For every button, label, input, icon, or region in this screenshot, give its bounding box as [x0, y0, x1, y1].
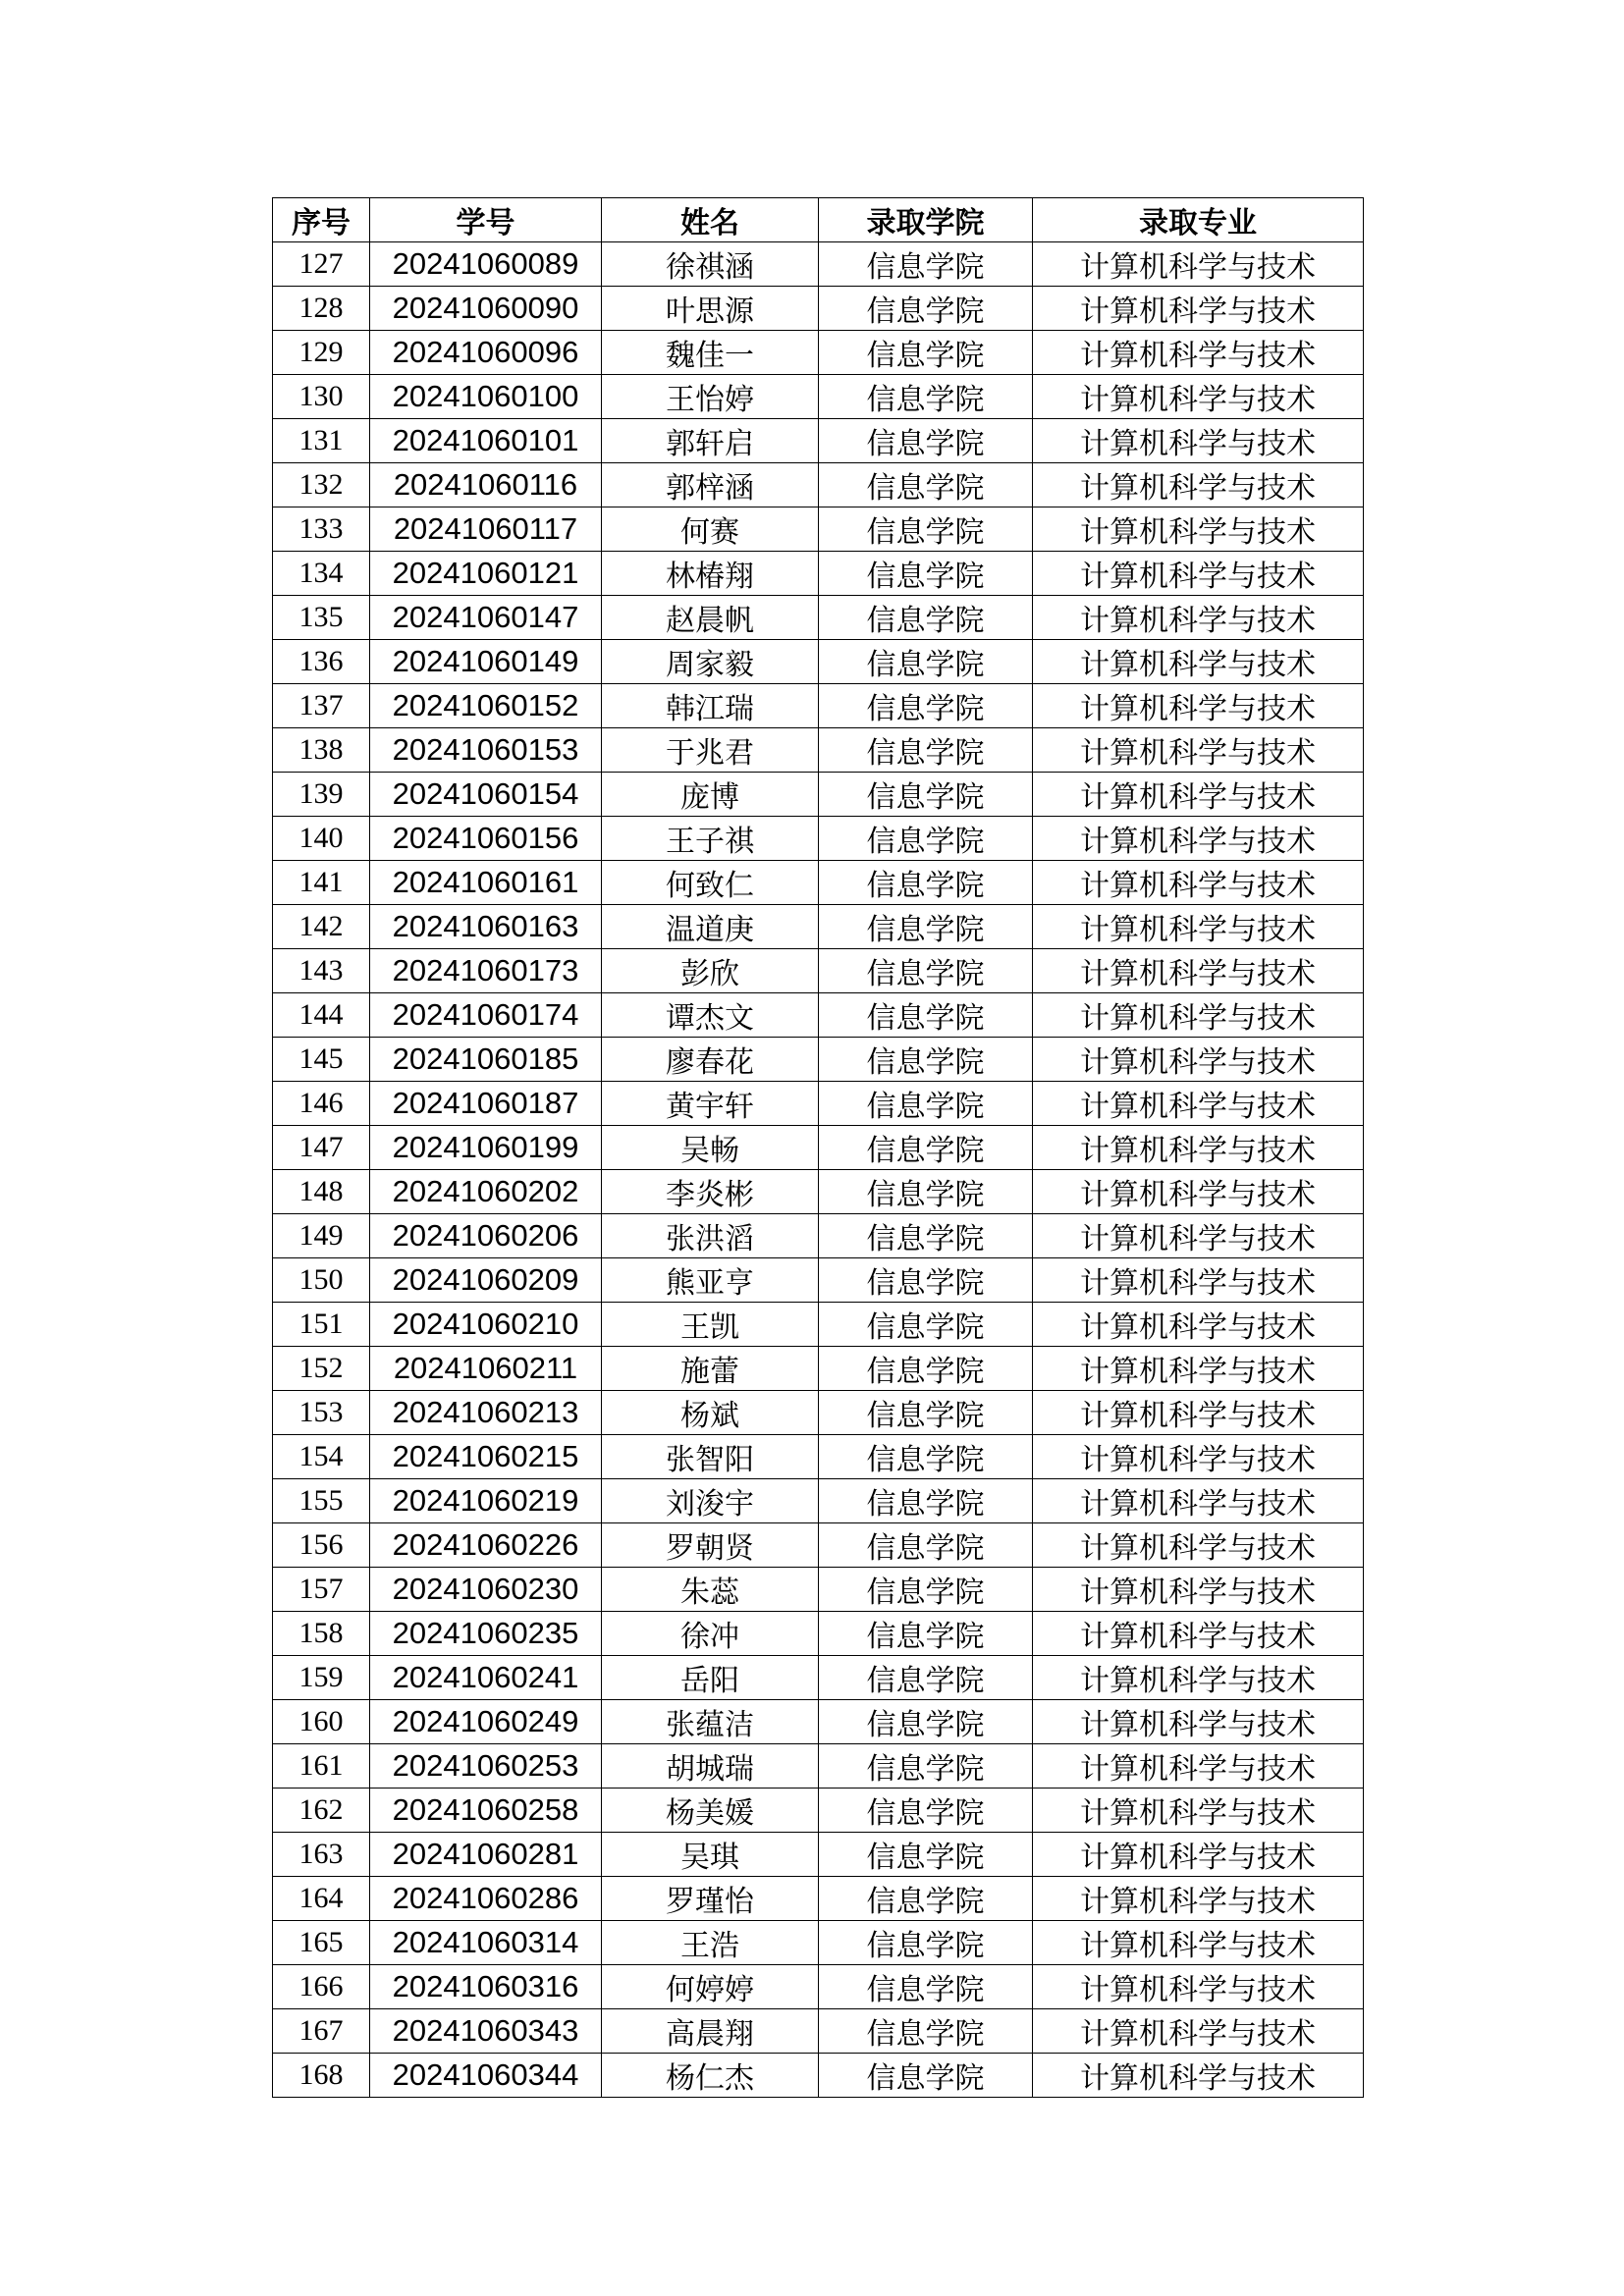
cell-major: 计算机科学与技术: [1033, 1479, 1364, 1523]
cell-college: 信息学院: [819, 1700, 1033, 1744]
cell-college: 信息学院: [819, 1214, 1033, 1258]
cell-major: 计算机科学与技术: [1033, 1170, 1364, 1214]
cell-college: 信息学院: [819, 640, 1033, 684]
cell-name: 朱蕊: [602, 1568, 819, 1612]
cell-college: 信息学院: [819, 1479, 1033, 1523]
cell-student-id: 20241060281: [370, 1833, 602, 1877]
cell-name: 庞博: [602, 773, 819, 817]
cell-seq: 156: [273, 1523, 370, 1568]
cell-name: 吴琪: [602, 1833, 819, 1877]
cell-college: 信息学院: [819, 375, 1033, 419]
cell-name: 廖春花: [602, 1038, 819, 1082]
table-header: [273, 198, 1364, 242]
table-row: [273, 817, 1364, 861]
cell-seq: 141: [273, 861, 370, 905]
cell-name: 彭欣: [602, 949, 819, 993]
cell-name: 郭梓涵: [602, 463, 819, 507]
cell-seq: 152: [273, 1347, 370, 1391]
cell-seq: 163: [273, 1833, 370, 1877]
cell-student-id: 20241060241: [370, 1656, 602, 1700]
cell-college: 信息学院: [819, 1612, 1033, 1656]
cell-seq: 165: [273, 1921, 370, 1965]
cell-name: 张洪滔: [602, 1214, 819, 1258]
table-row: [273, 1921, 1364, 1965]
cell-college: 信息学院: [819, 1744, 1033, 1789]
cell-college: 信息学院: [819, 1170, 1033, 1214]
cell-student-id: 20241060202: [370, 1170, 602, 1214]
cell-major: 计算机科学与技术: [1033, 993, 1364, 1038]
cell-name: 罗朝贤: [602, 1523, 819, 1568]
cell-college: 信息学院: [819, 463, 1033, 507]
cell-college: 信息学院: [819, 1303, 1033, 1347]
table-row: [273, 1877, 1364, 1921]
cell-student-id: 20241060173: [370, 949, 602, 993]
cell-college: 信息学院: [819, 287, 1033, 331]
cell-student-id: 20241060163: [370, 905, 602, 949]
cell-name: 王子祺: [602, 817, 819, 861]
cell-student-id: 20241060316: [370, 1965, 602, 2009]
cell-seq: 129: [273, 331, 370, 375]
cell-student-id: 20241060090: [370, 287, 602, 331]
cell-major: 计算机科学与技术: [1033, 1877, 1364, 1921]
cell-student-id: 20241060116: [370, 463, 602, 507]
table-row: [273, 596, 1364, 640]
cell-student-id: 20241060210: [370, 1303, 602, 1347]
cell-college: 信息学院: [819, 905, 1033, 949]
cell-name: 周家毅: [602, 640, 819, 684]
table-row: [273, 773, 1364, 817]
cell-major: 计算机科学与技术: [1033, 905, 1364, 949]
cell-student-id: 20241060161: [370, 861, 602, 905]
cell-student-id: 20241060343: [370, 2009, 602, 2054]
cell-seq: 151: [273, 1303, 370, 1347]
cell-student-id: 20241060101: [370, 419, 602, 463]
table-row: [273, 949, 1364, 993]
cell-name: 王怡婷: [602, 375, 819, 419]
cell-student-id: 20241060219: [370, 1479, 602, 1523]
cell-college: 信息学院: [819, 1833, 1033, 1877]
cell-seq: 157: [273, 1568, 370, 1612]
cell-college: 信息学院: [819, 773, 1033, 817]
table-row: [273, 1391, 1364, 1435]
cell-college: 信息学院: [819, 2054, 1033, 2098]
cell-student-id: 20241060096: [370, 331, 602, 375]
cell-major: 计算机科学与技术: [1033, 949, 1364, 993]
cell-college: 信息学院: [819, 507, 1033, 552]
cell-seq: 131: [273, 419, 370, 463]
cell-name: 王浩: [602, 1921, 819, 1965]
cell-major: 计算机科学与技术: [1033, 1391, 1364, 1435]
table-row: [273, 1435, 1364, 1479]
cell-major: 计算机科学与技术: [1033, 552, 1364, 596]
cell-major: 计算机科学与技术: [1033, 287, 1364, 331]
cell-student-id: 20241060154: [370, 773, 602, 817]
cell-seq: 145: [273, 1038, 370, 1082]
cell-major: 计算机科学与技术: [1033, 1656, 1364, 1700]
cell-college: 信息学院: [819, 596, 1033, 640]
cell-college: 信息学院: [819, 1921, 1033, 1965]
cell-major: 计算机科学与技术: [1033, 861, 1364, 905]
table-row: [273, 1214, 1364, 1258]
cell-student-id: 20241060286: [370, 1877, 602, 1921]
cell-major: 计算机科学与技术: [1033, 331, 1364, 375]
table-row: [273, 861, 1364, 905]
cell-name: 韩江瑞: [602, 684, 819, 728]
cell-student-id: 20241060174: [370, 993, 602, 1038]
cell-college: 信息学院: [819, 1258, 1033, 1303]
table-row: [273, 463, 1364, 507]
cell-seq: 153: [273, 1391, 370, 1435]
cell-name: 郭轩启: [602, 419, 819, 463]
cell-seq: 134: [273, 552, 370, 596]
cell-student-id: 20241060185: [370, 1038, 602, 1082]
cell-seq: 144: [273, 993, 370, 1038]
cell-college: 信息学院: [819, 242, 1033, 287]
cell-seq: 138: [273, 728, 370, 773]
cell-major: 计算机科学与技术: [1033, 1038, 1364, 1082]
cell-seq: 166: [273, 1965, 370, 2009]
cell-name: 李炎彬: [602, 1170, 819, 1214]
cell-name: 施蕾: [602, 1347, 819, 1391]
table-row: [273, 1656, 1364, 1700]
cell-name: 赵晨帆: [602, 596, 819, 640]
cell-name: 岳阳: [602, 1656, 819, 1700]
cell-college: 信息学院: [819, 817, 1033, 861]
cell-major: 计算机科学与技术: [1033, 463, 1364, 507]
cell-college: 信息学院: [819, 684, 1033, 728]
cell-seq: 142: [273, 905, 370, 949]
cell-name: 王凯: [602, 1303, 819, 1347]
cell-seq: 162: [273, 1789, 370, 1833]
cell-name: 何赛: [602, 507, 819, 552]
cell-college: 信息学院: [819, 2009, 1033, 2054]
cell-major: 计算机科学与技术: [1033, 773, 1364, 817]
table-row: [273, 1700, 1364, 1744]
cell-student-id: 20241060209: [370, 1258, 602, 1303]
cell-seq: 155: [273, 1479, 370, 1523]
cell-college: 信息学院: [819, 1877, 1033, 1921]
cell-major: 计算机科学与技术: [1033, 596, 1364, 640]
cell-student-id: 20241060187: [370, 1082, 602, 1126]
cell-student-id: 20241060253: [370, 1744, 602, 1789]
cell-student-id: 20241060206: [370, 1214, 602, 1258]
table-row: [273, 640, 1364, 684]
cell-name: 徐祺涵: [602, 242, 819, 287]
table-row: [273, 375, 1364, 419]
table-row: [273, 1258, 1364, 1303]
cell-seq: 136: [273, 640, 370, 684]
cell-college: 信息学院: [819, 1347, 1033, 1391]
cell-college: 信息学院: [819, 1038, 1033, 1082]
table-row: [273, 1126, 1364, 1170]
table-row: [273, 684, 1364, 728]
cell-student-id: 20241060314: [370, 1921, 602, 1965]
table-row: [273, 1038, 1364, 1082]
table-row: [273, 1170, 1364, 1214]
table-row: [273, 728, 1364, 773]
cell-name: 杨斌: [602, 1391, 819, 1435]
cell-name: 张智阳: [602, 1435, 819, 1479]
cell-name: 徐冲: [602, 1612, 819, 1656]
cell-seq: 164: [273, 1877, 370, 1921]
cell-name: 于兆君: [602, 728, 819, 773]
cell-student-id: 20241060215: [370, 1435, 602, 1479]
cell-name: 高晨翔: [602, 2009, 819, 2054]
cell-seq: 127: [273, 242, 370, 287]
cell-major: 计算机科学与技术: [1033, 684, 1364, 728]
cell-name: 魏佳一: [602, 331, 819, 375]
table-row: [273, 242, 1364, 287]
table-row: [273, 1303, 1364, 1347]
cell-seq: 140: [273, 817, 370, 861]
cell-name: 罗瑾怡: [602, 1877, 819, 1921]
cell-student-id: 20241060211: [370, 1347, 602, 1391]
cell-college: 信息学院: [819, 1391, 1033, 1435]
admission-table: [272, 197, 1364, 2098]
cell-college: 信息学院: [819, 1965, 1033, 2009]
cell-college: 信息学院: [819, 993, 1033, 1038]
cell-major: 计算机科学与技术: [1033, 1303, 1364, 1347]
table-row: [273, 1479, 1364, 1523]
cell-student-id: 20241060230: [370, 1568, 602, 1612]
table-row: [273, 993, 1364, 1038]
cell-major: 计算机科学与技术: [1033, 242, 1364, 287]
header-name: 姓名: [602, 198, 819, 242]
cell-major: 计算机科学与技术: [1033, 1214, 1364, 1258]
table-row: [273, 1082, 1364, 1126]
cell-major: 计算机科学与技术: [1033, 1347, 1364, 1391]
cell-college: 信息学院: [819, 1789, 1033, 1833]
cell-seq: 158: [273, 1612, 370, 1656]
cell-college: 信息学院: [819, 1082, 1033, 1126]
cell-major: 计算机科学与技术: [1033, 1744, 1364, 1789]
cell-major: 计算机科学与技术: [1033, 1833, 1364, 1877]
cell-seq: 133: [273, 507, 370, 552]
cell-name: 熊亚亨: [602, 1258, 819, 1303]
cell-major: 计算机科学与技术: [1033, 507, 1364, 552]
cell-college: 信息学院: [819, 728, 1033, 773]
cell-name: 杨美媛: [602, 1789, 819, 1833]
cell-seq: 130: [273, 375, 370, 419]
cell-student-id: 20241060344: [370, 2054, 602, 2098]
cell-seq: 143: [273, 949, 370, 993]
cell-college: 信息学院: [819, 331, 1033, 375]
cell-seq: 147: [273, 1126, 370, 1170]
cell-major: 计算机科学与技术: [1033, 1789, 1364, 1833]
cell-major: 计算机科学与技术: [1033, 728, 1364, 773]
cell-seq: 161: [273, 1744, 370, 1789]
cell-major: 计算机科学与技术: [1033, 1435, 1364, 1479]
cell-major: 计算机科学与技术: [1033, 1523, 1364, 1568]
cell-major: 计算机科学与技术: [1033, 375, 1364, 419]
cell-name: 杨仁杰: [602, 2054, 819, 2098]
cell-seq: 168: [273, 2054, 370, 2098]
cell-student-id: 20241060147: [370, 596, 602, 640]
cell-name: 胡城瑞: [602, 1744, 819, 1789]
cell-student-id: 20241060249: [370, 1700, 602, 1744]
cell-name: 林椿翔: [602, 552, 819, 596]
table-row: [273, 1568, 1364, 1612]
cell-student-id: 20241060089: [370, 242, 602, 287]
table-row: [273, 1523, 1364, 1568]
cell-major: 计算机科学与技术: [1033, 1258, 1364, 1303]
cell-college: 信息学院: [819, 1656, 1033, 1700]
cell-seq: 132: [273, 463, 370, 507]
cell-name: 温道庚: [602, 905, 819, 949]
cell-seq: 167: [273, 2009, 370, 2054]
cell-major: 计算机科学与技术: [1033, 1921, 1364, 1965]
cell-college: 信息学院: [819, 949, 1033, 993]
table-row: [273, 1744, 1364, 1789]
table-row: [273, 2054, 1364, 2098]
cell-college: 信息学院: [819, 1126, 1033, 1170]
table-row: [273, 2009, 1364, 2054]
cell-major: 计算机科学与技术: [1033, 1700, 1364, 1744]
cell-name: 黄宇轩: [602, 1082, 819, 1126]
cell-major: 计算机科学与技术: [1033, 2054, 1364, 2098]
table-row: [273, 1833, 1364, 1877]
cell-college: 信息学院: [819, 552, 1033, 596]
cell-college: 信息学院: [819, 1568, 1033, 1612]
cell-student-id: 20241060121: [370, 552, 602, 596]
header-seq: 序号: [273, 198, 370, 242]
cell-student-id: 20241060235: [370, 1612, 602, 1656]
cell-seq: 148: [273, 1170, 370, 1214]
cell-name: 何婷婷: [602, 1965, 819, 2009]
cell-major: 计算机科学与技术: [1033, 2009, 1364, 2054]
table-row: [273, 287, 1364, 331]
cell-major: 计算机科学与技术: [1033, 1965, 1364, 2009]
header-college: 录取学院: [819, 198, 1033, 242]
header-student-id: 学号: [370, 198, 602, 242]
table-row: [273, 905, 1364, 949]
cell-student-id: 20241060226: [370, 1523, 602, 1568]
table-row: [273, 552, 1364, 596]
cell-major: 计算机科学与技术: [1033, 1082, 1364, 1126]
cell-name: 刘浚宇: [602, 1479, 819, 1523]
table-row: [273, 1965, 1364, 2009]
cell-college: 信息学院: [819, 419, 1033, 463]
cell-college: 信息学院: [819, 861, 1033, 905]
table-row: [273, 419, 1364, 463]
cell-name: 叶思源: [602, 287, 819, 331]
cell-major: 计算机科学与技术: [1033, 1126, 1364, 1170]
table-body: [273, 242, 1364, 2098]
table-row: [273, 507, 1364, 552]
cell-seq: 128: [273, 287, 370, 331]
header-major: 录取专业: [1033, 198, 1364, 242]
cell-college: 信息学院: [819, 1523, 1033, 1568]
cell-major: 计算机科学与技术: [1033, 1612, 1364, 1656]
cell-student-id: 20241060152: [370, 684, 602, 728]
cell-major: 计算机科学与技术: [1033, 817, 1364, 861]
table-row: [273, 1347, 1364, 1391]
cell-student-id: 20241060100: [370, 375, 602, 419]
cell-student-id: 20241060199: [370, 1126, 602, 1170]
cell-student-id: 20241060149: [370, 640, 602, 684]
cell-seq: 154: [273, 1435, 370, 1479]
table-row: [273, 331, 1364, 375]
cell-name: 谭杰文: [602, 993, 819, 1038]
cell-seq: 160: [273, 1700, 370, 1744]
cell-college: 信息学院: [819, 1435, 1033, 1479]
cell-student-id: 20241060117: [370, 507, 602, 552]
cell-name: 吴畅: [602, 1126, 819, 1170]
header-row: [273, 198, 1364, 242]
cell-student-id: 20241060258: [370, 1789, 602, 1833]
cell-student-id: 20241060153: [370, 728, 602, 773]
cell-seq: 159: [273, 1656, 370, 1700]
cell-name: 张蕴洁: [602, 1700, 819, 1744]
cell-major: 计算机科学与技术: [1033, 1568, 1364, 1612]
cell-seq: 139: [273, 773, 370, 817]
cell-seq: 149: [273, 1214, 370, 1258]
cell-student-id: 20241060213: [370, 1391, 602, 1435]
table-row: [273, 1789, 1364, 1833]
table-row: [273, 1612, 1364, 1656]
cell-student-id: 20241060156: [370, 817, 602, 861]
cell-seq: 150: [273, 1258, 370, 1303]
cell-major: 计算机科学与技术: [1033, 640, 1364, 684]
cell-name: 何致仁: [602, 861, 819, 905]
cell-seq: 137: [273, 684, 370, 728]
cell-seq: 135: [273, 596, 370, 640]
cell-major: 计算机科学与技术: [1033, 419, 1364, 463]
cell-seq: 146: [273, 1082, 370, 1126]
